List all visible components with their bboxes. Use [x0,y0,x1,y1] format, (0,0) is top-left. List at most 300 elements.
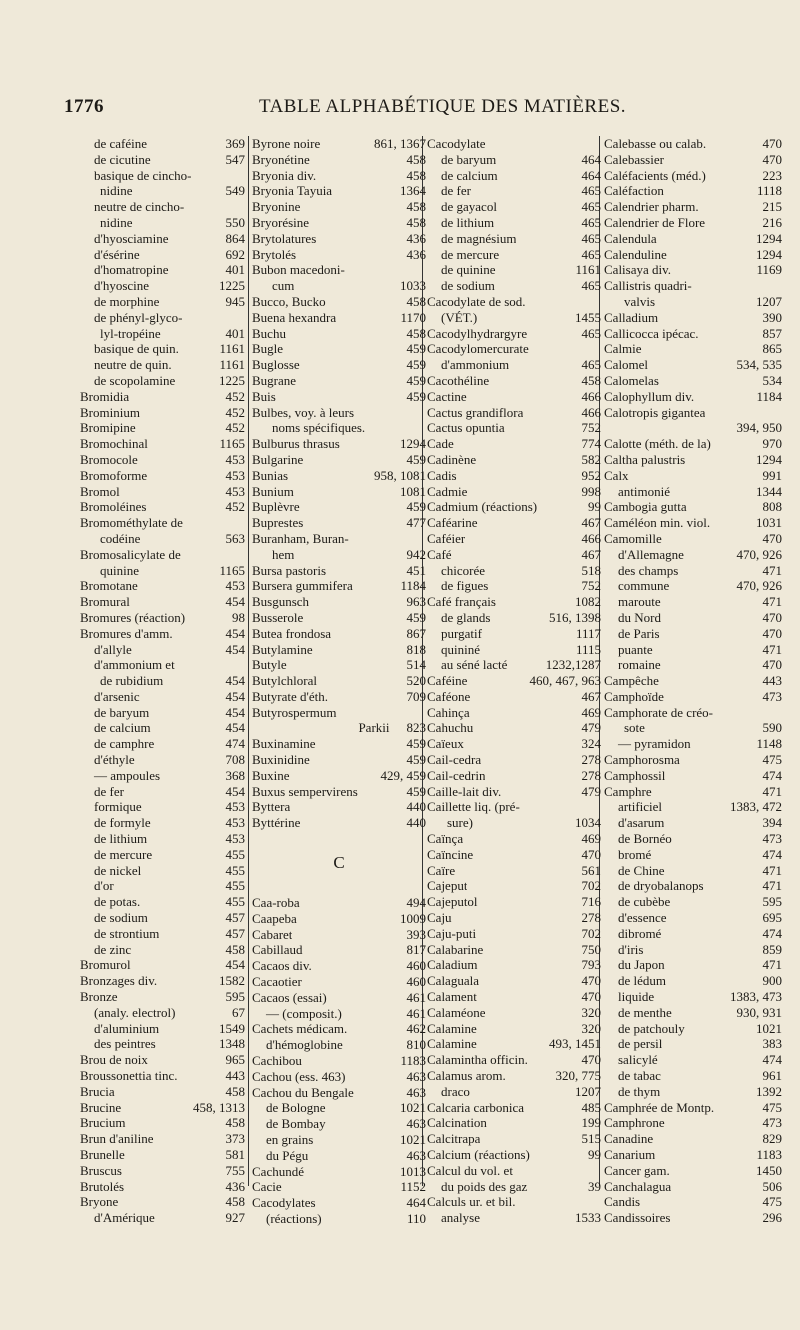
entry-page-refs: 817 [406,942,426,958]
index-entry [427,720,601,736]
entry-page-refs: 452 [225,404,245,420]
index-entry [80,863,245,879]
entry-term: Butyrate d'éth. [252,688,328,704]
index-entry [80,1115,245,1131]
index-entry [427,373,601,389]
entry-page-refs: 467 [581,515,601,531]
entry-page-refs: 278 [581,767,601,783]
entry-page-refs: 463 [406,1084,426,1100]
entry-term: Caméléon min. viol. [604,515,711,531]
entry-page-refs: 1117 [575,625,601,641]
entry-term: Camphoïde [604,688,664,704]
entry-page-refs: 459 [406,499,426,515]
index-entry [80,799,245,815]
index-entry [604,784,782,800]
entry-page-refs: 453 [225,799,245,815]
index-entry [604,168,782,184]
entry-term: Buprestes [252,515,304,531]
entry-page-refs: 466 [581,530,601,546]
index-entry [427,515,601,531]
entry-page-refs: 465 [581,214,601,230]
entry-term: Bromométhylate de [80,515,183,531]
entry-term: Butylamine [252,641,313,657]
entry-term: Bryonine [252,199,301,215]
entry-term: romaine [618,657,661,673]
entry-page-refs: 1082 [575,594,601,610]
index-entry [80,420,245,436]
index-entry [427,1179,601,1195]
entry-term: Candissoires [604,1210,671,1226]
running-title: TABLE ALPHABÉTIQUE DES MATIÈRES. [259,96,627,117]
index-entry [80,452,245,468]
index-entry [80,894,245,910]
entry-page-refs: 215 [762,199,782,215]
entry-term: Bubon macedoni- [252,262,345,278]
index-entry [252,420,426,436]
entry-term: du Pégu [266,1147,309,1163]
entry-page-refs: 857 [762,325,782,341]
entry-term: Buglosse [252,357,300,373]
index-entry [252,326,426,342]
entry-term: de cicutine [94,151,151,167]
entry-term: Butyrospermum [252,704,337,720]
entry-term: de figues [441,578,489,594]
entry-term: Cade [427,436,454,452]
entry-page-refs: 485 [581,1099,601,1115]
index-entry [427,878,601,894]
index-entry [252,247,426,263]
entry-page-refs: 458, 1313 [193,1099,245,1115]
entry-term: Candis [604,1194,641,1210]
index-entry [252,752,426,768]
entry-page-refs: 393 [406,926,426,942]
entry-term: Caféier [427,530,466,546]
entry-term: Buxinamine [252,736,316,752]
index-entry [80,1084,245,1100]
entry-page-refs: 1165 [219,436,245,452]
entry-term: Calotte (méth. de la) [604,436,711,452]
entry-page-refs: 471 [762,783,782,799]
entry-term: Cajeputol [427,894,478,910]
entry-term: Caladium [427,957,478,973]
entry-page-refs: 455 [225,878,245,894]
entry-page-refs: 702 [581,878,601,894]
entry-page-refs: 1169 [756,262,782,278]
entry-term: — ampoules [94,767,161,783]
index-entry [427,420,601,436]
index-entry [427,183,601,199]
index-entry [427,547,601,563]
index-entry [427,294,601,310]
entry-page-refs: 516, 1398 [549,609,601,625]
entry-page-refs: 454 [225,625,245,641]
index-entry [604,657,782,673]
entry-page-refs: 470 [762,609,782,625]
entry-page-refs: 750 [581,941,601,957]
index-entry [604,594,782,610]
entry-page-refs: 561 [581,862,601,878]
entry-page-refs: 39 [588,1178,601,1194]
index-entry [604,1163,782,1179]
index-entry [427,626,601,642]
index-entry [252,357,426,373]
index-entry [80,531,245,547]
entry-term: de lédum [618,973,667,989]
entry-page-refs: 452 [225,388,245,404]
index-entry [604,847,782,863]
index-entry [252,373,426,389]
entry-page-refs: 958, 1081 [374,467,426,483]
entry-page-refs: 1533 [575,1210,601,1226]
entry-term: valvis [624,293,656,309]
index-entry [80,878,245,894]
entry-term: Buchu [252,325,286,341]
index-entry [252,436,426,452]
entry-term: d'ammonium [441,357,510,373]
entry-term: Calendula [604,230,657,246]
entry-term: Byrone noire [252,136,321,151]
entry-term: d'hyoscine [94,278,150,294]
entry-page-refs: 436 [406,246,426,262]
entry-term: Calenduline [604,246,667,262]
section-letter-heading: C [333,853,345,873]
entry-page-refs: 454 [225,720,245,736]
entry-term: Calebassier [604,151,664,167]
entry-page-refs: 1009 [400,910,426,926]
index-entry [252,1069,426,1085]
entry-term: Bromoforme [80,467,148,483]
entry-page-refs: 454 [225,641,245,657]
index-entry [427,1084,601,1100]
index-entry [427,894,601,910]
index-entry [252,799,426,815]
index-entry [252,958,426,974]
entry-page-refs: 465 [581,230,601,246]
entry-term: Brutolés [80,1178,125,1194]
entry-term: Camphre [604,783,652,799]
entry-term: de caféine [94,136,148,151]
index-entry [604,420,782,436]
index-entry [427,642,601,658]
entry-term: Cancer gam. [604,1162,670,1178]
entry-page-refs: 457 [225,910,245,926]
entry-page-refs: 474 [762,1052,782,1068]
page-number: 1776 [64,96,104,117]
entry-term: Campêche [604,673,659,689]
index-entry [427,799,601,815]
entry-term: Caille-lait div. [427,783,502,799]
entry-term: Camphrone [604,1115,665,1131]
entry-term: (réactions) [266,1211,322,1226]
entry-term: Calotropis gigantea [604,404,706,420]
entry-page-refs: 1364 [400,183,426,199]
index-entry [427,610,601,626]
entry-term: Cail-cedrin [427,767,486,783]
entry-page-refs: 563 [225,530,245,546]
entry-term: de formyle [94,815,151,831]
entry-term: salicylé [618,1052,658,1068]
entry-page-refs: 459 [406,736,426,752]
index-entry [252,911,426,927]
entry-term: Calamus arom. [427,1068,506,1084]
index-entry [252,531,426,547]
index-entry [252,262,426,278]
entry-page-refs: 471 [762,641,782,657]
index-entry [427,262,601,278]
index-entry [604,926,782,942]
entry-page-refs: 459 [406,783,426,799]
index-entry [80,326,245,342]
entry-term: Bulgarine [252,451,304,467]
index-entry [252,547,426,563]
index-entry [604,531,782,547]
index-entry [427,942,601,958]
index-entry [427,247,601,263]
index-entry [252,784,426,800]
index-entry [604,563,782,579]
entry-page-refs: 708 [225,752,245,768]
page-header [64,96,744,122]
entry-page-refs: 463 [406,1068,426,1084]
entry-page-refs: 475 [762,752,782,768]
entry-page-refs: 752 [581,420,601,436]
index-entry [604,752,782,768]
entry-page-refs: 452 [225,420,245,436]
entry-term: Calamintha officin. [427,1052,528,1068]
entry-page-refs: 1294 [756,246,782,262]
entry-page-refs: 474 [762,767,782,783]
entry-page-refs: 454 [225,704,245,720]
entry-page-refs: 394 [762,815,782,831]
entry-page-refs: 471 [762,878,782,894]
entry-term: Parkii [358,720,390,736]
entry-page-refs: 582 [581,451,601,467]
index-entry [80,642,245,658]
entry-page-refs: 1021 [400,1132,426,1148]
entry-term: Calmie [604,341,642,357]
entry-term: de fer [441,183,471,199]
index-entry [80,1147,245,1163]
entry-page-refs: 460, 467, 963 [529,673,601,689]
entry-page-refs: 1021 [756,1020,782,1036]
entry-page-refs: 861, 1367 [374,136,426,151]
entry-page-refs: 1118 [756,183,782,199]
index-entry [80,784,245,800]
index-entry [80,468,245,484]
entry-term: Calophyllum div. [604,388,695,404]
entry-term: de Bombay [266,1116,326,1132]
entry-page-refs: 453 [225,467,245,483]
index-entry [427,957,601,973]
entry-page-refs: 320, 775 [555,1068,601,1084]
entry-page-refs: 991 [762,467,782,483]
entry-term: de menthe [618,1004,672,1020]
entry-page-refs: 454 [225,673,245,689]
index-entry [80,247,245,263]
entry-term: Caltha palustris [604,451,686,467]
entry-page-refs: 1207 [756,293,782,309]
index-entry [252,405,426,421]
entry-page-refs: 67 [232,1004,245,1020]
entry-term: Cahuchu [427,720,474,736]
entry-term: Cadis [427,467,457,483]
entry-term: de scopolamine [94,372,176,388]
entry-page-refs: 1392 [756,1083,782,1099]
index-entry [80,294,245,310]
entry-term: Buis [252,388,276,404]
entry-page-refs: 470 [762,657,782,673]
entry-term: codéine [100,530,141,546]
index-entry [80,847,245,863]
index-entry [80,484,245,500]
entry-term: Caïre [427,862,456,878]
entry-term: liquide [618,989,655,1005]
index-entry [604,1005,782,1021]
entry-term: Bromoléines [80,499,147,515]
entry-page-refs: 390 [762,309,782,325]
entry-page-refs: 369 [225,136,245,151]
index-entry [427,910,601,926]
entry-term: Cacodylomercurate [427,341,529,357]
entry-term: hem [272,546,295,562]
index-entry [80,1068,245,1084]
index-entry [80,1052,245,1068]
entry-term: des peintres [94,1036,156,1052]
entry-term: maroute [618,594,661,610]
entry-term: Bromipine [80,420,136,436]
index-entry [80,262,245,278]
entry-term: de lithium [94,831,148,847]
entry-page-refs: 963 [406,594,426,610]
entry-page-refs: 1582 [219,973,245,989]
index-entry [427,563,601,579]
entry-page-refs: 471 [762,862,782,878]
entry-term: au séné lacté [441,657,508,673]
entry-page-refs: 99 [588,499,601,515]
entry-term: de thym [618,1083,661,1099]
entry-page-refs: 1033 [400,278,426,294]
entry-page-refs: 465 [581,278,601,294]
index-entry [80,199,245,215]
index-entry [604,705,782,721]
entry-page-refs: 1161 [575,262,601,278]
entry-page-refs: 394, 950 [736,420,782,436]
entry-page-refs: 383 [762,1036,782,1052]
index-entry [427,705,601,721]
entry-page-refs: 467 [581,688,601,704]
entry-term: de potas. [94,894,141,910]
index-entry [252,231,426,247]
index-entry [80,736,245,752]
entry-page-refs: 453 [225,815,245,831]
entry-page-refs: 458 [406,199,426,215]
entry-page-refs: 474 [225,736,245,752]
entry-term: Bulburus thrasus [252,436,340,452]
entry-page-refs: 534 [762,372,782,388]
entry-term: Brucia [80,1083,115,1099]
entry-page-refs: 1081 [400,483,426,499]
index-entry [80,752,245,768]
index-entry [604,1131,782,1147]
index-entry [604,863,782,879]
entry-page-refs: 808 [762,499,782,515]
entry-term: Canarium [604,1147,656,1162]
entry-term: Caju-puti [427,925,477,941]
index-entry [80,689,245,705]
index-entry [427,673,601,689]
entry-term: Bunias [252,467,289,483]
index-entry [80,563,245,579]
index-entry [604,642,782,658]
entry-page-refs: 1161 [219,357,245,373]
index-entry [604,262,782,278]
entry-page-refs: 458 [225,941,245,957]
entry-page-refs: 1184 [400,578,426,594]
entry-term: de tabac [618,1068,661,1084]
entry-page-refs: 961 [762,1068,782,1084]
entry-term: Calaguala [427,973,479,989]
index-entry [604,310,782,326]
index-entry [427,989,601,1005]
entry-page-refs: 470 [581,989,601,1005]
entry-page-refs: 1115 [575,641,601,657]
entry-term: Camphorate de créo- [604,704,714,720]
index-entry [427,231,601,247]
entry-term: Bryonia div. [252,167,317,183]
entry-term: Caju [427,910,452,926]
entry-page-refs: 1225 [219,278,245,294]
entry-page-refs: 401 [225,262,245,278]
index-column-2 [252,136,426,1226]
entry-page-refs: 440 [406,815,426,831]
entry-page-refs: 818 [406,641,426,657]
index-entry [252,515,426,531]
entry-page-refs: 440 [406,799,426,815]
entry-term: Cachou du Bengale [252,1084,354,1100]
entry-term: Calament [427,989,477,1005]
index-entry [252,468,426,484]
index-entry [427,1068,601,1084]
entry-term: Buxine [252,767,290,783]
index-entry [80,815,245,831]
index-entry [252,974,426,990]
entry-term: Caïncine [427,846,474,862]
entry-page-refs: 1161 [219,341,245,357]
index-entry [80,594,245,610]
index-entry [252,1085,426,1101]
index-entry [604,894,782,910]
entry-term: Buxus sempervirens [252,783,358,799]
entry-term: du Japon [618,957,665,973]
entry-page-refs: 458 [406,325,426,341]
index-entry [252,1037,426,1053]
entry-page-refs: 945 [225,293,245,309]
entry-term: Buplèvre [252,499,300,515]
entry-page-refs: 465 [581,199,601,215]
index-entry [80,215,245,231]
index-entry [252,152,426,168]
index-entry [427,436,601,452]
entry-page-refs: 459 [406,388,426,404]
index-entry [252,1132,426,1148]
entry-page-refs: 1170 [400,309,426,325]
index-entry [252,1100,426,1116]
entry-page-refs: 455 [225,846,245,862]
entry-page-refs: 463 [406,1116,426,1132]
entry-term: Bromochinal [80,436,148,452]
entry-term: Bruscus [80,1162,122,1178]
entry-page-refs: 793 [581,957,601,973]
